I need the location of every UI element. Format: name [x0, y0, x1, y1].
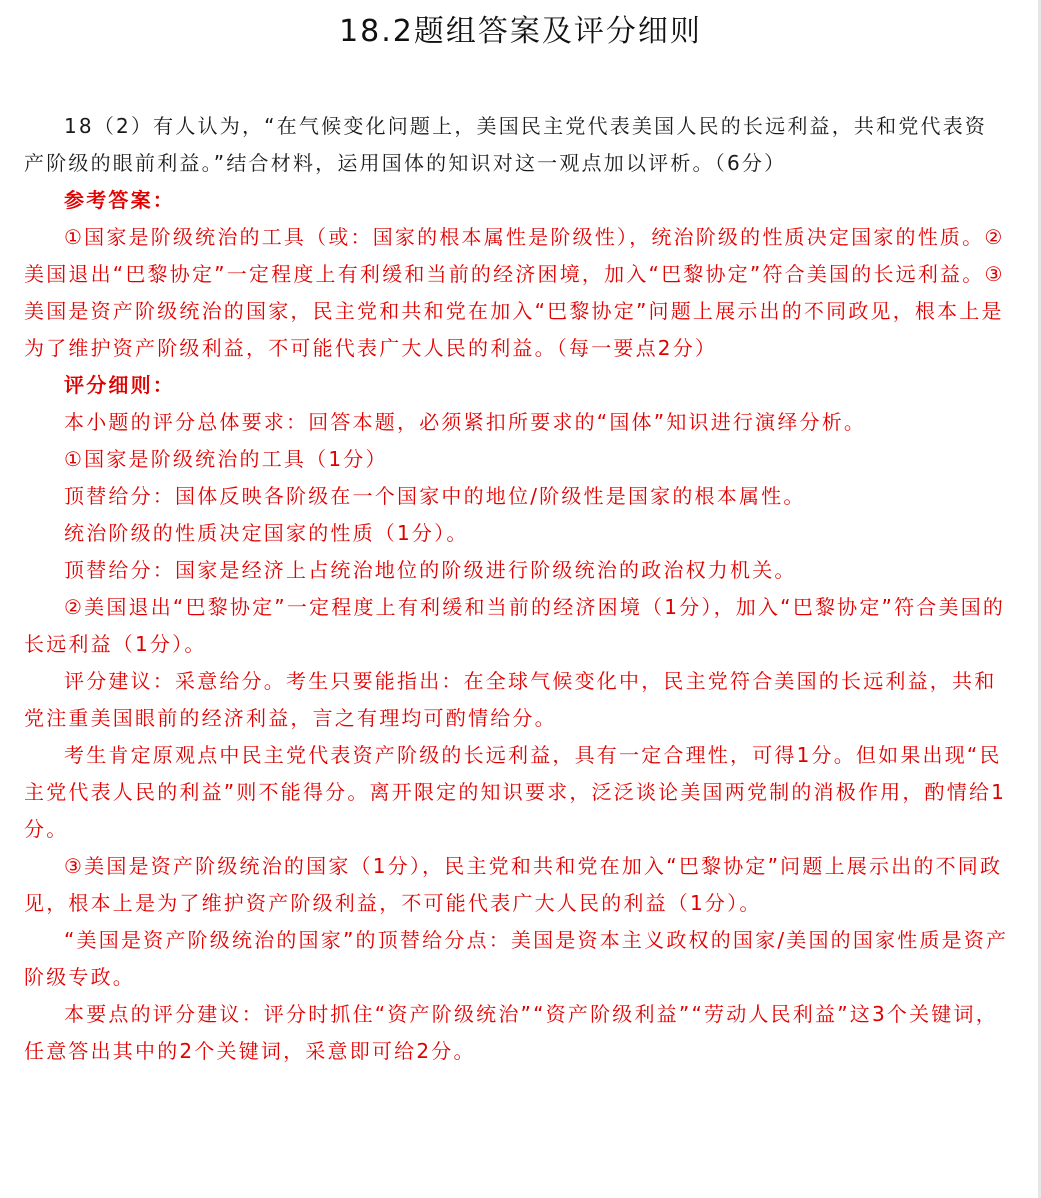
rubric-note-2: 考生肯定原观点中民主党代表资产阶级的长远利益，具有一定合理性，可得1分。但如果出现“民主党代表人民的利益”则不能得分。离开限定的知识要求，泛泛谈论美国两党制的消极作用，酌情给1分。	[24, 743, 1007, 841]
rubric-heading: 评分细则：	[64, 373, 175, 397]
rubric-substitute-3: “美国是资产阶级统治的国家”的顶替给分点：美国是资本主义政权的国家/美国的国家性质是资产阶级专政。	[24, 928, 1009, 989]
rubric-suggestion-2: 评分建议：采意给分。考生只要能指出：在全球气候变化中，民主党符合美国的长远利益，共和党注重美国眼前的经济利益，言之有理均可酌情给分。	[24, 669, 997, 730]
rubric-point-1b: 统治阶级的性质决定国家的性质（1分）。	[64, 521, 469, 545]
answer-heading: 参考答案：	[64, 188, 175, 212]
rubric-suggestion-3: 本要点的评分建议：评分时抓住“资产阶级统治”“资产阶级利益”“劳动人民利益”这3个关键词，任意答出其中的2个关键词，采意即可给2分。	[24, 1002, 998, 1063]
page-title: 18.2题组答案及评分细则	[339, 14, 702, 49]
answer-body: ①国家是阶级统治的工具（或：国家的根本属性是阶级性），统治阶级的性质决定国家的性质。②美国退出“巴黎协定”一定程度上有利缓和当前的经济困境，加入“巴黎协定”符合美国的长远利益。③美国是资产阶级统治的国家，民主党和共和党在加入“巴黎协定”问题上展示出的不同政见，根本上是为了维护资产阶级利益，不可能代表广大人民的利益。（每一要点2分）	[24, 225, 1005, 360]
question-text: 18（2）有人认为，“在气候变化问题上，美国民主党代表美国人民的长远利益，共和党代表资产阶级的眼前利益。”结合材料，运用国体的知识对这一观点加以评析。（6分）	[24, 114, 988, 175]
rubric-point-2: ②美国退出“巴黎协定”一定程度上有利缓和当前的经济困境（1分），加入“巴黎协定”符合美国的长远利益（1分）。	[24, 595, 1006, 656]
rubric-substitute-1a: 顶替给分：国体反映各阶级在一个国家中的地位/阶级性是国家的根本属性。	[64, 484, 806, 508]
rubric-general-requirement: 本小题的评分总体要求：回答本题，必须紧扣所要求的“国体”知识进行演绎分析。	[64, 410, 867, 434]
document-body	[24, 108, 1009, 1070]
rubric-point-1: ①国家是阶级统治的工具（1分）	[64, 447, 388, 471]
rubric-point-3: ③美国是资产阶级统治的国家（1分），民主党和共和党在加入“巴黎协定”问题上展示出的不同政见，根本上是为了维护资产阶级利益，不可能代表广大人民的利益（1分）。	[24, 854, 1003, 915]
rubric-substitute-1b: 顶替给分：国家是经济上占统治地位的阶级进行阶级统治的政治权力机关。	[64, 558, 797, 582]
